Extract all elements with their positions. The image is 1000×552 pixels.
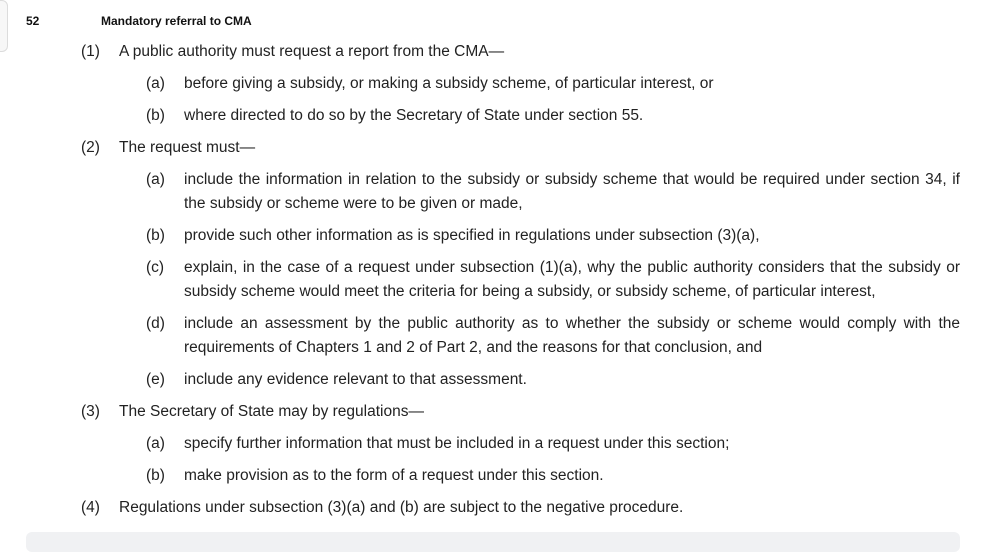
paragraph-label: (b) [146,467,165,484]
paragraph-label: (a) [146,75,165,92]
paragraph-text: include the information in relation to the subsidy or subsidy scheme that would be required under section 34, if the subsidy or scheme were to be given or made, [184,171,960,212]
paragraph-text: explain, in the case of a request under subsection (1)(a), why the public authority considers that the subsidy or subsidy scheme would meet the criteria for being a subsidy, or subsidy scheme, of particular interest, [184,259,960,300]
section-number: 52 [26,14,40,28]
subsection-text: A public authority must request a report from the CMA— [119,43,505,60]
subsection-number: (4) [81,499,100,516]
paragraph-text: where directed to do so by the Secretary of State under section 55. [184,107,644,124]
subsection-number: (1) [81,43,100,60]
subsection-text: The Secretary of State may by regulations— [119,403,424,420]
subsection-4 [0,496,1000,520]
paragraph-label: (b) [146,227,165,244]
paragraph-label: (b) [146,107,165,124]
paragraph-3a [0,432,1000,456]
paragraph-2d [0,312,1000,360]
paragraph-2e [0,368,1000,392]
subsection-3 [0,400,1000,424]
subsection-1 [0,40,1000,64]
paragraph-label: (e) [146,371,165,388]
footer-toolbar [26,532,960,552]
paragraph-label: (c) [146,259,165,276]
subsection-2 [0,136,1000,160]
paragraph-text: specify further information that must be included in a request under this section; [184,435,730,452]
section-body [0,40,1000,528]
subsection-text: The request must— [119,139,256,156]
paragraph-2c [0,256,1000,304]
paragraph-text: provide such other information as is specified in regulations under subsection (3)(a), [184,227,760,244]
paragraph-1b [0,104,1000,128]
paragraph-text: include any evidence relevant to that assessment. [184,371,527,388]
subsection-number: (3) [81,403,100,420]
paragraph-3b [0,464,1000,488]
paragraph-2a [0,168,1000,216]
paragraph-1a [0,72,1000,96]
subsection-number: (2) [81,139,100,156]
paragraph-text: make provision as to the form of a request under this section. [184,467,604,484]
paragraph-label: (d) [146,315,165,332]
paragraph-text: include an assessment by the public authority as to whether the subsidy or scheme would comply with the requirements of Chapters 1 and 2 of Part 2, and the reasons for that conclusion, and [184,315,960,356]
paragraph-label: (a) [146,171,165,188]
paragraph-label: (a) [146,435,165,452]
paragraph-2b [0,224,1000,248]
subsection-text: Regulations under subsection (3)(a) and (b) are subject to the negative procedure. [119,499,684,516]
section-title: Mandatory referral to CMA [101,14,252,28]
paragraph-text: before giving a subsidy, or making a subsidy scheme, of particular interest, or [184,75,714,92]
